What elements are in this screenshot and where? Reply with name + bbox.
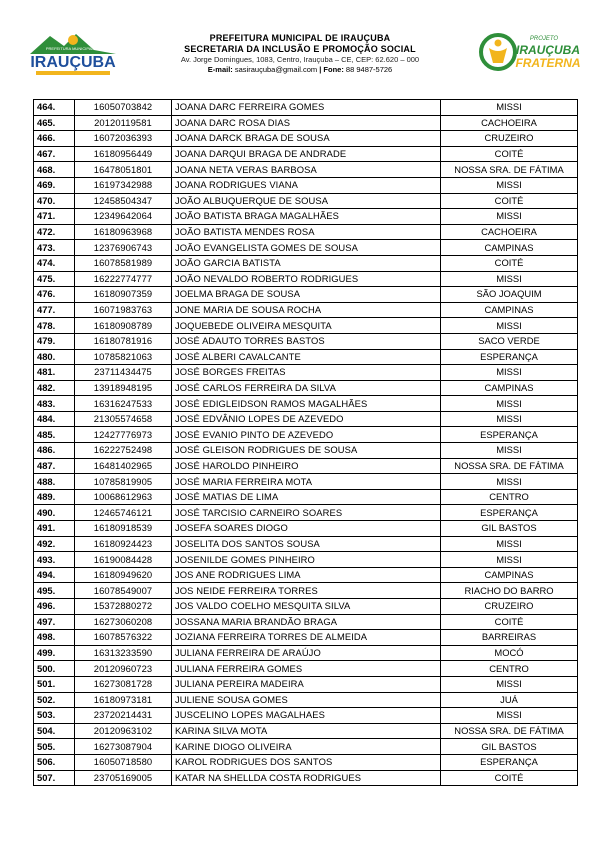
locality: MISSI — [441, 209, 578, 225]
beneficiary-name: KARINA SILVA MOTA — [172, 723, 441, 739]
locality: CACHOEIRA — [441, 224, 578, 240]
nis-code: 16071983763 — [75, 302, 172, 318]
beneficiary-name: KATAR NA SHELLDA COSTA RODRIGUES — [172, 770, 441, 786]
table-row — [34, 365, 578, 381]
nis-code: 16180924423 — [75, 536, 172, 552]
table-row — [34, 489, 578, 505]
table-row — [34, 162, 578, 178]
table-row — [34, 240, 578, 256]
table-row — [34, 645, 578, 661]
locality: MISSI — [441, 708, 578, 724]
beneficiary-name: JOSÉ CARLOS FERREIRA DA SILVA — [172, 380, 441, 396]
row-number: 479. — [34, 333, 75, 349]
locality: MISSI — [441, 536, 578, 552]
beneficiary-name: JOANA DARQUI BRAGA DE ANDRADE — [172, 146, 441, 162]
row-number: 467. — [34, 146, 75, 162]
table-row — [34, 131, 578, 147]
email-value: sasirauçuba@gmail.com — [234, 65, 318, 74]
locality: NOSSA SRA. DE FÁTIMA — [441, 162, 578, 178]
locality: CACHOEIRA — [441, 115, 578, 131]
table-row — [34, 676, 578, 692]
nis-code: 16273087904 — [75, 739, 172, 755]
table-row — [34, 193, 578, 209]
row-number: 485. — [34, 427, 75, 443]
letterhead — [0, 0, 600, 100]
beneficiary-table — [33, 99, 578, 786]
locality: COITÉ — [441, 255, 578, 271]
nis-code: 16190084428 — [75, 552, 172, 568]
row-number: 465. — [34, 115, 75, 131]
beneficiary-name: JULIENE SOUSA GOMES — [172, 692, 441, 708]
table-row — [34, 754, 578, 770]
beneficiary-name: JULIANA PEREIRA MADEIRA — [172, 676, 441, 692]
row-number: 477. — [34, 302, 75, 318]
table-row — [34, 224, 578, 240]
nis-code: 12349642064 — [75, 209, 172, 225]
row-number: 483. — [34, 396, 75, 412]
table-row — [34, 521, 578, 537]
nis-code: 16222774777 — [75, 271, 172, 287]
beneficiary-name: JOSÉ ADAUTO TORRES BASTOS — [172, 333, 441, 349]
row-number: 490. — [34, 505, 75, 521]
locality: MISSI — [441, 100, 578, 116]
beneficiary-rows — [34, 100, 578, 786]
table-row — [34, 443, 578, 459]
row-number: 491. — [34, 521, 75, 537]
locality: SACO VERDE — [441, 333, 578, 349]
row-number: 484. — [34, 411, 75, 427]
table-row — [34, 536, 578, 552]
row-number: 475. — [34, 271, 75, 287]
table-row — [34, 255, 578, 271]
row-number: 470. — [34, 193, 75, 209]
table-row — [34, 505, 578, 521]
locality: MISSI — [441, 443, 578, 459]
beneficiary-name: JUSCELINO LOPES MAGALHAES — [172, 708, 441, 724]
table-row — [34, 380, 578, 396]
row-number: 502. — [34, 692, 75, 708]
locality: ESPERANÇA — [441, 505, 578, 521]
locality: MISSI — [441, 552, 578, 568]
locality: RIACHO DO BARRO — [441, 583, 578, 599]
nis-code: 10785819905 — [75, 474, 172, 490]
row-number: 497. — [34, 614, 75, 630]
locality: GIL BASTOS — [441, 739, 578, 755]
row-number: 496. — [34, 599, 75, 615]
table-row — [34, 177, 578, 193]
locality: MISSI — [441, 365, 578, 381]
locality: CENTRO — [441, 661, 578, 677]
table-row — [34, 770, 578, 786]
emblem-figure — [489, 48, 507, 63]
row-number: 471. — [34, 209, 75, 225]
beneficiary-name: JOÃO ALBUQUERQUE DE SOUSA — [172, 193, 441, 209]
row-number: 487. — [34, 458, 75, 474]
row-number: 478. — [34, 318, 75, 334]
row-number: 503. — [34, 708, 75, 724]
letterhead-text — [140, 33, 460, 75]
logo-city-text: IRAUÇUBA — [516, 43, 580, 57]
table-row — [34, 302, 578, 318]
row-number: 499. — [34, 645, 75, 661]
nis-code: 16478051801 — [75, 162, 172, 178]
locality: MISSI — [441, 676, 578, 692]
table-row — [34, 458, 578, 474]
beneficiary-name: JULIANA FERREIRA DE ARAÚJO — [172, 645, 441, 661]
locality: NOSSA SRA. DE FÁTIMA — [441, 458, 578, 474]
table-row — [34, 427, 578, 443]
beneficiary-name: JOSÉ EVANIO PINTO DE AZEVEDO — [172, 427, 441, 443]
nis-code: 10785821063 — [75, 349, 172, 365]
locality: MISSI — [441, 271, 578, 287]
beneficiary-name: JOSÉ BORGES FREITAS — [172, 365, 441, 381]
row-number: 464. — [34, 100, 75, 116]
beneficiary-name: JOSÉ MATIAS DE LIMA — [172, 489, 441, 505]
nis-code: 16180918539 — [75, 521, 172, 537]
row-number: 506. — [34, 754, 75, 770]
locality: COITÉ — [441, 770, 578, 786]
locality: CAMPINAS — [441, 240, 578, 256]
row-number: 482. — [34, 380, 75, 396]
beneficiary-name: JOSELITA DOS SANTOS SOUSA — [172, 536, 441, 552]
prefeitura-logo — [24, 28, 122, 80]
locality: BARREIRAS — [441, 630, 578, 646]
beneficiary-name: JOSÉ GLEISON RODRIGUES DE SOUSA — [172, 443, 441, 459]
nis-code: 16180907359 — [75, 287, 172, 303]
table-row — [34, 100, 578, 116]
beneficiary-name: JULIANA FERREIRA GOMES — [172, 661, 441, 677]
table-row — [34, 115, 578, 131]
table-row — [34, 567, 578, 583]
nis-code: 16197342988 — [75, 177, 172, 193]
nis-code: 12427776973 — [75, 427, 172, 443]
row-number: 493. — [34, 552, 75, 568]
table-row — [34, 318, 578, 334]
table-row — [34, 474, 578, 490]
nis-code: 16078549007 — [75, 583, 172, 599]
locality: CRUZEIRO — [441, 599, 578, 615]
nis-code: 16072036393 — [75, 131, 172, 147]
nis-code: 16078576322 — [75, 630, 172, 646]
beneficiary-name: JOSENILDE GOMES PINHEIRO — [172, 552, 441, 568]
beneficiary-name: JOÃO NEVALDO ROBERTO RODRIGUES — [172, 271, 441, 287]
row-number: 488. — [34, 474, 75, 490]
nis-code: 16316247533 — [75, 396, 172, 412]
locality: MOCÓ — [441, 645, 578, 661]
nis-code: 10068612963 — [75, 489, 172, 505]
beneficiary-name: JONE MARIA DE SOUSA ROCHA — [172, 302, 441, 318]
locality: ESPERANÇA — [441, 754, 578, 770]
table-row — [34, 411, 578, 427]
nis-code: 15372880272 — [75, 599, 172, 615]
table-row — [34, 614, 578, 630]
row-number: 494. — [34, 567, 75, 583]
row-number: 507. — [34, 770, 75, 786]
beneficiary-name: JOÃO GARCIA BATISTA — [172, 255, 441, 271]
table-row — [34, 146, 578, 162]
table-row — [34, 552, 578, 568]
nis-code: 16273081728 — [75, 676, 172, 692]
logo-fraterna-text: FRATERNA — [515, 56, 581, 70]
beneficiary-name: JOS NEIDE FERREIRA TORRES — [172, 583, 441, 599]
nis-code: 12465746121 — [75, 505, 172, 521]
email-label: E-mail: — [207, 65, 233, 74]
nis-code: 16273060208 — [75, 614, 172, 630]
row-number: 498. — [34, 630, 75, 646]
locality: NOSSA SRA. DE FÁTIMA — [441, 723, 578, 739]
locality: MISSI — [441, 177, 578, 193]
table-row — [34, 708, 578, 724]
beneficiary-name: JOQUEBEDE OLIVEIRA MESQUITA — [172, 318, 441, 334]
beneficiary-name: JOANA RODRIGUES VIANA — [172, 177, 441, 193]
row-number: 495. — [34, 583, 75, 599]
locality: CAMPINAS — [441, 567, 578, 583]
row-number: 492. — [34, 536, 75, 552]
table-row — [34, 333, 578, 349]
beneficiary-name: JOANA DARC FERREIRA GOMES — [172, 100, 441, 116]
table-row — [34, 739, 578, 755]
row-number: 468. — [34, 162, 75, 178]
beneficiary-name: JOÃO BATISTA MENDES ROSA — [172, 224, 441, 240]
locality: COITÉ — [441, 614, 578, 630]
locality: MISSI — [441, 411, 578, 427]
table-row — [34, 349, 578, 365]
row-number: 504. — [34, 723, 75, 739]
locality: ESPERANÇA — [441, 349, 578, 365]
beneficiary-name: JOSEFA SOARES DIOGO — [172, 521, 441, 537]
logo-small-text: PREFEITURA MUNICIPAL DE — [45, 46, 101, 51]
locality: GIL BASTOS — [441, 521, 578, 537]
nis-code: 16180949620 — [75, 567, 172, 583]
locality: CRUZEIRO — [441, 131, 578, 147]
beneficiary-name: JOÃO EVANGELISTA GOMES DE SOUSA — [172, 240, 441, 256]
nis-code: 16050703842 — [75, 100, 172, 116]
beneficiary-name: JOANA DARC ROSA DIAS — [172, 115, 441, 131]
row-number: 505. — [34, 739, 75, 755]
row-number: 466. — [34, 131, 75, 147]
logo-stripe — [36, 71, 110, 75]
row-number: 469. — [34, 177, 75, 193]
table-row — [34, 396, 578, 412]
beneficiary-name: JOÃO BATISTA BRAGA MAGALHÃES — [172, 209, 441, 225]
logo-project-text: PROJETO — [529, 36, 559, 42]
nis-code: 16180781916 — [75, 333, 172, 349]
table-row — [34, 661, 578, 677]
beneficiary-name: JOSÉ EDIGLEIDSON RAMOS MAGALHÃES — [172, 396, 441, 412]
locality: CAMPINAS — [441, 380, 578, 396]
row-number: 500. — [34, 661, 75, 677]
nis-code: 16078581989 — [75, 255, 172, 271]
nis-code: 20120960723 — [75, 661, 172, 677]
emblem-head — [495, 40, 502, 47]
beneficiary-name: JOANA DARCK BRAGA DE SOUSA — [172, 131, 441, 147]
secretariat-title: SECRETARIA DA INCLUSÃO E PROMOÇÃO SOCIAL — [184, 44, 416, 54]
row-number: 486. — [34, 443, 75, 459]
locality: ESPERANÇA — [441, 427, 578, 443]
table-row — [34, 209, 578, 225]
table-row — [34, 692, 578, 708]
row-number: 481. — [34, 365, 75, 381]
nis-code: 13918948195 — [75, 380, 172, 396]
phone-label: | Fone: — [319, 65, 344, 74]
beneficiary-name: JOZIANA FERREIRA TORRES DE ALMEIDA — [172, 630, 441, 646]
sun-shape — [68, 35, 78, 45]
locality: JUÁ — [441, 692, 578, 708]
beneficiary-name: KARINE DIOGO OLIVEIRA — [172, 739, 441, 755]
locality: COITÉ — [441, 193, 578, 209]
nis-code: 20120963102 — [75, 723, 172, 739]
locality: COITÉ — [441, 146, 578, 162]
row-number: 473. — [34, 240, 75, 256]
phone-value: 88 9487-5726 — [345, 65, 393, 74]
nis-code: 16180956449 — [75, 146, 172, 162]
table-row — [34, 583, 578, 599]
row-number: 474. — [34, 255, 75, 271]
table-row — [34, 723, 578, 739]
locality: SÃO JOAQUIM — [441, 287, 578, 303]
row-number: 472. — [34, 224, 75, 240]
table-row — [34, 599, 578, 615]
locality: CENTRO — [441, 489, 578, 505]
nis-code: 21305574658 — [75, 411, 172, 427]
address: Av. Jorge Domingues, 1083, Centro, Irauçuba – CE, CEP: 62.620 – 000 — [180, 55, 420, 64]
nis-code: 16180963968 — [75, 224, 172, 240]
locality: CAMPINAS — [441, 302, 578, 318]
nis-code: 23711434475 — [75, 365, 172, 381]
beneficiary-name: JOELMA BRAGA DE SOUSA — [172, 287, 441, 303]
table-row — [34, 287, 578, 303]
nis-code: 16180973181 — [75, 692, 172, 708]
nis-code: 23720214431 — [75, 708, 172, 724]
nis-code: 20120119581 — [75, 115, 172, 131]
locality: MISSI — [441, 396, 578, 412]
logo-title-text: IRAUÇUBA — [30, 54, 116, 71]
table-row — [34, 630, 578, 646]
nis-code: 23705169005 — [75, 770, 172, 786]
table-row — [34, 271, 578, 287]
beneficiary-name: JOS ANE RODRIGUES LIMA — [172, 567, 441, 583]
nis-code: 16050718580 — [75, 754, 172, 770]
row-number: 501. — [34, 676, 75, 692]
beneficiary-name: JOSÉ EDVÂNIO LOPES DE AZEVEDO — [172, 411, 441, 427]
nis-code: 12376906743 — [75, 240, 172, 256]
row-number: 489. — [34, 489, 75, 505]
beneficiary-name: JOSÉ HAROLDO PINHEIRO — [172, 458, 441, 474]
beneficiary-name: JOANA NETA VERAS BARBOSA — [172, 162, 441, 178]
contact-line — [140, 65, 460, 75]
beneficiary-name: JOSÉ ALBERI CAVALCANTE — [172, 349, 441, 365]
beneficiary-name: JOSÉ TARCISIO CARNEIRO SOARES — [172, 505, 441, 521]
locality: MISSI — [441, 318, 578, 334]
nis-code: 12458504347 — [75, 193, 172, 209]
nis-code: 16313233590 — [75, 645, 172, 661]
nis-code: 16222752498 — [75, 443, 172, 459]
beneficiary-name: JOS VALDO COELHO MESQUITA SILVA — [172, 599, 441, 615]
row-number: 476. — [34, 287, 75, 303]
beneficiary-name: JOSSANA MARIA BRANDÃO BRAGA — [172, 614, 441, 630]
nis-code: 16481402965 — [75, 458, 172, 474]
beneficiary-name: KAROL RODRIGUES DOS SANTOS — [172, 754, 441, 770]
beneficiary-name: JOSÉ MARIA FERREIRA MOTA — [172, 474, 441, 490]
row-number: 480. — [34, 349, 75, 365]
municipality-title: PREFEITURA MUNICIPAL DE IRAUÇUBA — [209, 33, 391, 43]
nis-code: 16180908789 — [75, 318, 172, 334]
projeto-logo — [478, 30, 582, 74]
locality: MISSI — [441, 474, 578, 490]
